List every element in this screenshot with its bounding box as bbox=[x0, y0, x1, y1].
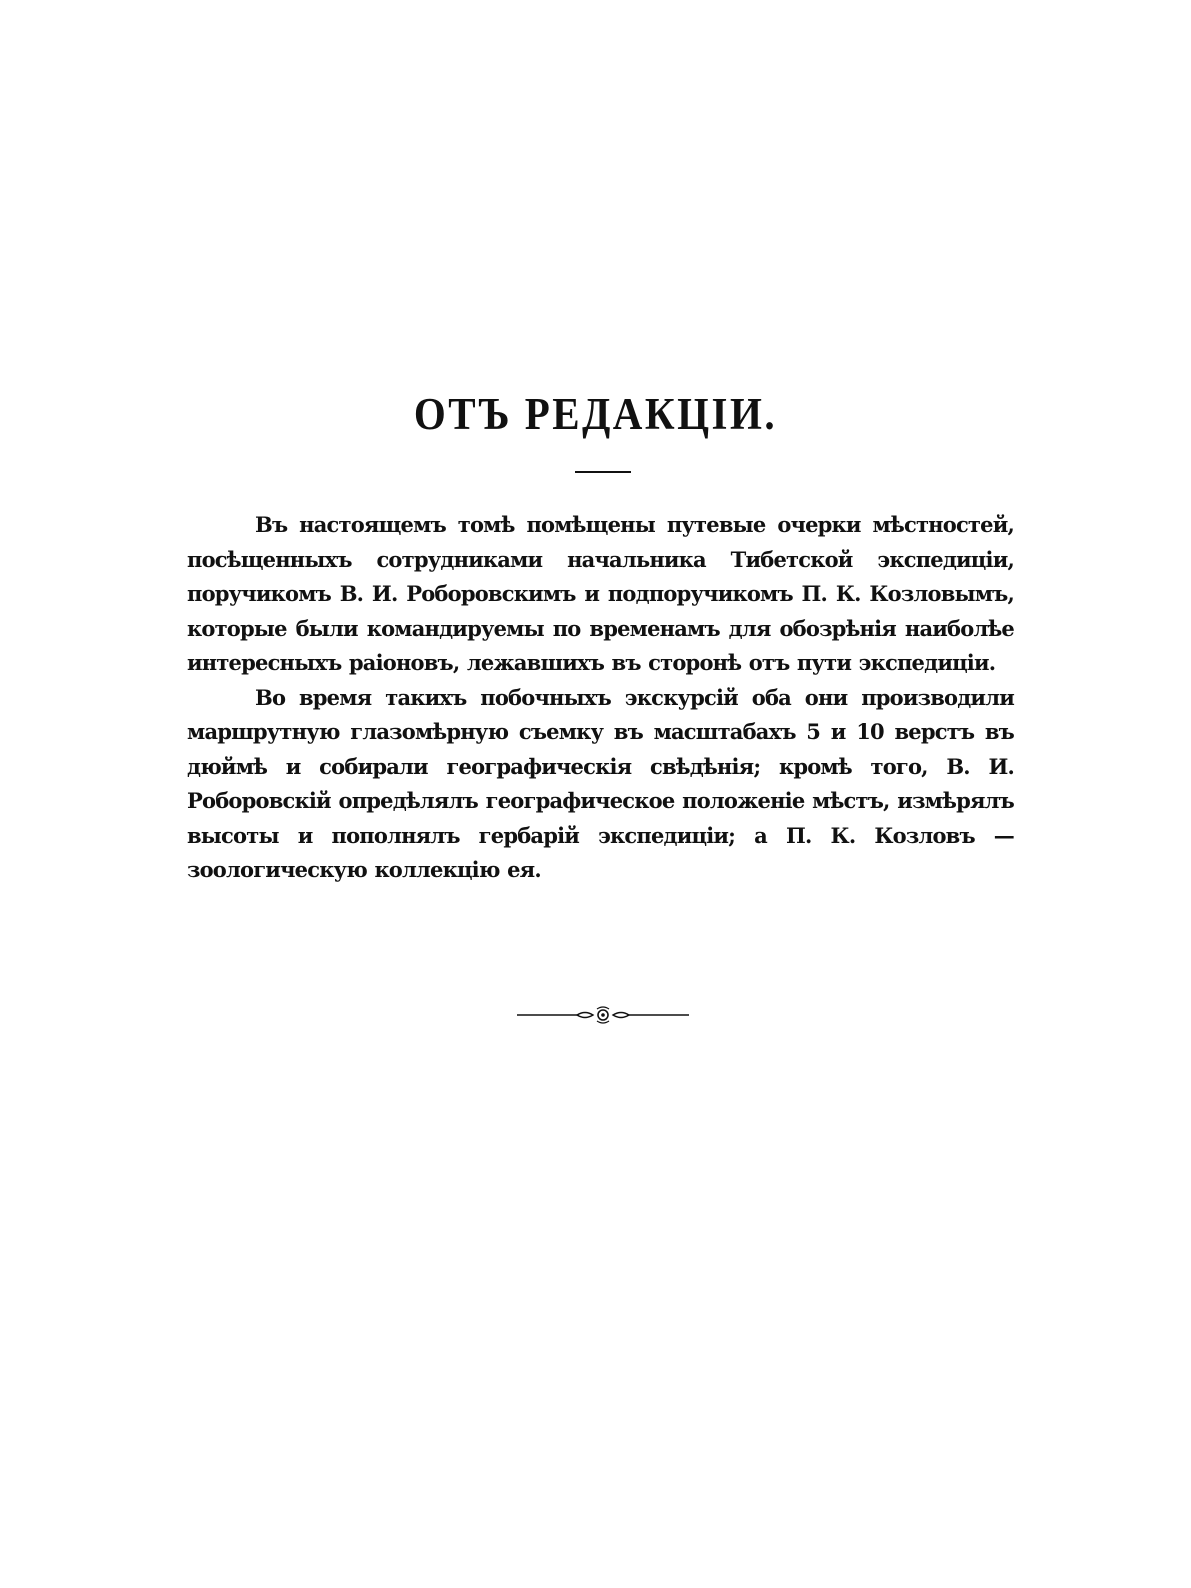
page-title: ОТЪ РЕДАКЦІИ. bbox=[413, 387, 778, 439]
paragraph-2: Во время такихъ побочныхъ экскурсій оба они производили маршрутную глазомѣрную съемку въ масштабахъ 5 и 10 верстъ въ дюймѣ и собирали географическія свѣдѣнія; кромѣ того, В. И. Роборовскій опредѣлялъ географическое положеніе мѣстъ, измѣрялъ высоты и пополнялъ гербарій экспедиціи; а П. К. Козловъ — зоологическую коллекцію ея. bbox=[187, 684, 1014, 882]
ornamental-divider-icon bbox=[517, 1004, 689, 1026]
title-underline-rule bbox=[575, 471, 631, 473]
paragraph-1: Въ настоящемъ томѣ помѣщены путевые очерки мѣстностей, посѣщенныхъ сотрудниками начальника Тибетской экспедиціи, поручикомъ В. И. Роборовскимъ и подпоручикомъ П. К. Козловымъ, которые были командируемы по временамъ для обозрѣнія наиболѣе интересныхъ раіоновъ, лежавшихъ въ сторонѣ отъ пути экспедиціи. bbox=[187, 512, 1014, 675]
editorial-note-body bbox=[187, 508, 1014, 888]
